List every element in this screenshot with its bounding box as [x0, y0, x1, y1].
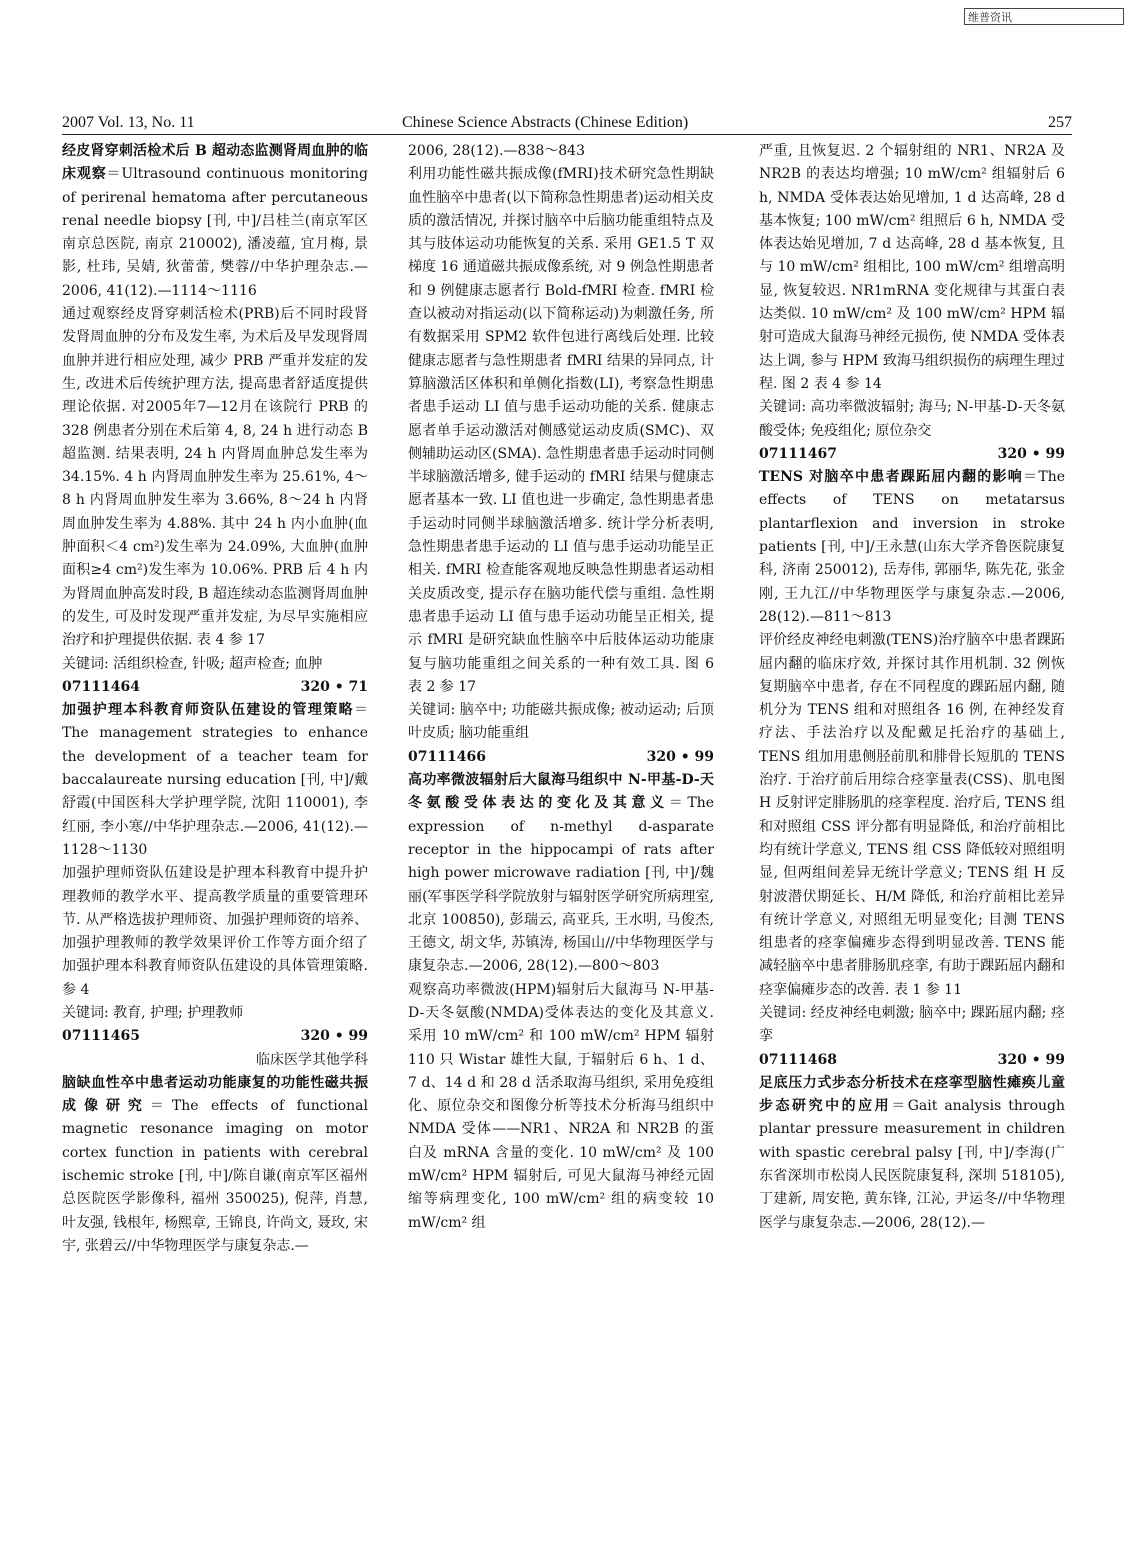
journal-name: Chinese Science Abstracts (Chinese Edition)	[402, 114, 689, 131]
entry-id: 07111468	[759, 1051, 837, 1068]
article-title: TENS 对脑卒中患者踝跖屈内翻的影响	[759, 469, 1024, 486]
article-reference: ＝The management strategies to enhance the development of a teacher team for baccalaureate nursing education [刊, 中]/戴舒霞(中国医科大学护理学院, 沈阳 110001), 李红丽, 李小寒//中华护理杂志.—2006, 41(12).—1128～1130	[62, 702, 368, 858]
article-title: 经皮肾穿刺活检术后 B 超动态监测肾周血肿的临床观察	[62, 143, 368, 183]
entry-id: 07111465	[62, 1028, 140, 1045]
abstract-entry	[62, 140, 368, 303]
class-number: 320 • 99	[300, 1028, 368, 1045]
abstract-body: 观察高功率微波(HPM)辐射后大鼠海马 N-甲基-D-天冬氨酸(NMDA)受体表达的变化及其意义. 采用 10 mW/cm² 和 100 mW/cm² HPM 辐射 110 只 Wistar 雄性大鼠, 于辐射后 6 h、1 d、7 d、14 d 和 28 d 活杀取海马组织, 采用免疫组化、原位杂交和图像分析等技术分析海马组织中 NMDA 受体——NR1、NR2A 和 NR2B 的蛋白及 mRNA 含量的变化. 10 mW/cm² 及 100 mW/cm² HPM 辐射后, 可见大鼠海马神经元固缩等病理变化, 100 mW/cm² 组的病变较 10 mW/cm² 组	[408, 981, 714, 1231]
abstract-body: 通过观察经皮肾穿刺活检术(PRB)后不同时段肾发肾周血肿的分布及发生率, 为术后及早发现肾周血肿并进行相应处理, 减少 PRB 严重并发症的发生, 改进术后传统护理方法, 提高患者舒适度提供理论依据. 对2005年7—12月在该院行 PRB 的 328 例患者分别在术后第 4, 8, 24 h 进行动态 B 超监测. 结果表明, 24 h 内肾周血肿总发生率为 34.15%. 4 h 内肾周血肿发生率为 25.61%, 4～8 h 内肾周血肿发生率为 3.66%, 8～24 h 内肾周血肿发生率为 4.88%. 其中 24 h 内小血肿(血肿面积＜4 cm²)发生率为 24.09%, 大血肿(血肿面积≥4 cm²)发生率为 10.06%. PRB 后 4 h 内为肾周血肿高发时段, B 超连续动态监测肾周血肿的发生, 可及时发现严重并发症, 为尽早实施相应治疗和护理提供依据. 表 4 参 17	[62, 306, 368, 649]
article-reference: ＝The effects of TENS on metatarsus plantarflexion and inversion in stroke patients [刊, 中]/王永慧(山东大学齐鲁医院康复科, 济南 250012), 岳寿伟, 郭丽华, 陈先花, 张金刚, 王九江//中华物理医学与康复杂志.—2006, 28(12).—811～813	[759, 469, 1065, 625]
abstract-entry	[62, 699, 368, 862]
issue-info: 2007 Vol. 13, No. 11	[62, 114, 195, 131]
class-number: 320 • 99	[997, 1051, 1065, 1068]
entry-id-line	[62, 676, 368, 699]
class-number: 320 • 71	[300, 678, 368, 695]
entry-id: 07111466	[408, 748, 486, 765]
class-number: 320 • 99	[997, 445, 1065, 462]
keywords: 关键词: 脑卒中; 功能磁共振成像; 被动运动; 后顶叶皮质; 脑功能重组	[408, 702, 714, 742]
abstract-body: 加强护理师资队伍建设是护理本科教育中提升护理教师的教学水平、提高教学质量的重要管理环节. 从严格选拔护理师资、加强护理师资的培养、加强护理教师的教学效果评价工作等方面介绍了加强护理本科教育师资队伍建设的具体管理策略. 参 4	[62, 865, 368, 998]
entry-id-line	[408, 746, 714, 769]
article-title: 足底压力式步态分析技术在痉挛型脑性瘫痪儿童步态研究中的应用	[759, 1074, 1065, 1115]
article-reference: ＝The expression of n-methyl d-asparate receptor in the hippocampi of rats after high power microwave radiation [刊, 中]/魏丽(军事医学科学院放射与辐射医学研究所病理室, 北京 100850), 彭瑞云, 高亚兵, 王水明, 马俊杰, 王德文, 胡文华, 苏镇涛, 杨国山//中华物理医学与康复杂志.—2006, 28(12).—800～803	[408, 795, 714, 975]
abstract-body: 利用功能性磁共振成像(fMRI)技术研究急性期缺血性脑卒中患者(以下简称急性期患者)运动相关皮质的激活情况, 并探讨脑卒中后脑功能重组特点及其与肢体运动功能恢复的关系. 采用 GE1.5 T 双梯度 16 通道磁共振成像系统, 对 9 例急性期患者和 9 例健康志愿者行 Bold-fMRI 检查. fMRI 检查以被动对指运动(以下简称运动)为刺激任务, 所有数据采用 SPM2 软件包进行离线后处理. 比较健康志愿者与急性期患者 fMRI 结果的异同点, 计算脑激活区体积和单侧化指数(LI), 考察急性期患者患手运动 LI 值与患手运动功能的关系. 健康志愿者单手运动激活对侧感觉运动皮质(SMC)、双侧辅助运动区(SMA). 急性期患者患手运动时同侧半球脑激活增多, 健手运动的 fMRI 结果与健康志愿者基本一致. LI 值也进一步确定, 急性期患者患手运动时同侧半球脑激活增多. 统计学分析表明, 急性期患者患手运动的 LI 值与患手运动功能呈正相关. fMRI 检查能客观地反映急性期患者运动相关皮质改变, 提示存在脑功能代偿与重组. 急性期患者患手运动 LI 值与患手运动功能呈正相关, 提示 fMRI 是研究缺血性脑卒中后肢体运动功能康复与脑功能重组之间关系的一种有效工具. 图 6 表 2 参 17	[408, 166, 714, 695]
abstract-entry	[759, 1072, 1065, 1235]
article-reference: ＝Ultrasound continuous monitoring of perirenal hematoma after percutaneous renal needle biopsy [刊, 中]/吕桂兰(南京军区南京总医院, 南京 210002), 潘凌蕴, 宜月梅, 景影, 杜玮, 吴婧, 狄蕾蕾, 樊蓉//中华护理杂志.—2006, 41(12).—1114～1116	[62, 166, 368, 299]
keywords: 关键词: 高功率微波辐射; 海马; N-甲基-D-天冬氨酸受体; 免疫组化; 原位杂交	[759, 399, 1065, 439]
abstract-entry	[62, 1072, 368, 1258]
article-title: 脑缺血性卒中患者运动功能康复的功能性磁共振成像研究	[62, 1074, 368, 1115]
column-3	[759, 140, 1065, 1545]
entry-id-line	[759, 443, 1065, 466]
article-reference-continued: 2006, 28(12).—838～843	[408, 143, 585, 159]
keywords: 关键词: 活组织检查, 针吸; 超声检查; 血肿	[62, 655, 323, 672]
abstract-entry	[408, 769, 714, 979]
abstract-body: 评价经皮神经电刺激(TENS)治疗脑卒中患者踝跖屈内翻的临床疗效, 并探讨其作用机制. 32 例恢复期脑卒中患者, 存在不同程度的踝跖屈内翻, 随机分为 TENS 组和对照组各 16 例, 在神经发育疗法、手法治疗以及配戴足托治疗的基础上, TENS 组加用患侧胫前肌和腓骨长短肌的 TENS 治疗. 于治疗前后用综合痉挛量表(CSS)、肌电图 H 反射评定腓肠肌的痉挛程度. 治疗后, TENS 组和对照组 CSS 评分都有明显降低, 和治疗前相比均有统计学意义, TENS 组 CSS 降低较对照组明显, 但两组间差异无统计学意义; TENS 组 H 反射波潜伏期延长、H/M 降低, 和治疗前相比差异有统计学意义, 对照组无明显变化; 目测 TENS 组患者的痉挛偏瘫步态得到明显改善. TENS 能减轻脑卒中患者腓肠肌痉挛, 有助于踝跖屈内翻和痉挛偏瘫步态的改善. 表 1 参 11	[759, 632, 1065, 998]
entry-id: 07111464	[62, 678, 140, 695]
class-number: 320 • 99	[646, 748, 714, 765]
abstract-entry	[759, 466, 1065, 629]
keywords: 关键词: 教育, 护理; 护理教师	[62, 1004, 244, 1021]
page-number: 257	[1048, 114, 1072, 131]
article-title: 高功率微波辐射后大鼠海马组织中 N-甲基-D-天冬氨酸受体表达的变化及其意义	[408, 772, 714, 812]
entry-id-line	[759, 1049, 1065, 1072]
entry-id-line	[62, 1025, 368, 1048]
running-header	[62, 112, 1072, 135]
keywords: 关键词: 经皮神经电刺激; 脑卒中; 踝跖屈内翻; 痉挛	[759, 1004, 1065, 1045]
column-2	[408, 140, 714, 1545]
section-label: 临床医学其他学科	[256, 1051, 368, 1068]
column-1	[62, 140, 368, 1545]
article-title: 加强护理本科教育师资队伍建设的管理策略	[62, 702, 354, 719]
entry-id: 07111467	[759, 445, 837, 462]
abstract-body-continued: 严重, 且恢复迟. 2 个辐射组的 NR1、NR2A 及 NR2B 的表达均增强; 10 mW/cm² 组辐射后 6 h, NMDA 受体表达始见增加, 1 d 达高峰, 28 d 基本恢复; 100 mW/cm² 组照后 6 h, NMDA 受体表达始见增加, 7 d 达高峰, 28 d 基本恢复, 且与 10 mW/cm² 组相比, 100 mW/cm² 组增高明显, 恢复较迟. NR1mRNA 变化规律与其蛋白表达类似. 10 mW/cm² 及 100 mW/cm² HPM 辐射可造成大鼠海马神经元损伤, 使 NMDA 受体表达上调, 参与 HPM 致海马组织损伤的病理生理过程. 图 2 表 4 参 14	[759, 143, 1065, 392]
article-reference: ＝Gait analysis through plantar pressure measurement in children with spastic cerebral palsy [刊, 中]/李海(广东省深圳市松岗人民医院康复科, 深圳 518105), 丁建新, 周安艳, 黄东锋, 江沁, 尹运冬//中华物理医学与康复杂志.—2006, 28(12).—	[759, 1098, 1065, 1231]
article-reference: ＝The effects of functional magnetic resonance imaging on motor cortex function in patients with cerebral ischemic stroke [刊, 中]/陈自谦(南京军区福州总医院医学影像科, 福州 350025), 倪萍, 肖慧, 叶友强, 钱根年, 杨熙章, 王锦良, 许尚文, 聂玫, 宋宇, 张碧云//中华物理医学与康复杂志.—	[62, 1098, 368, 1254]
archive-stamp: 维普资讯	[964, 8, 1124, 25]
